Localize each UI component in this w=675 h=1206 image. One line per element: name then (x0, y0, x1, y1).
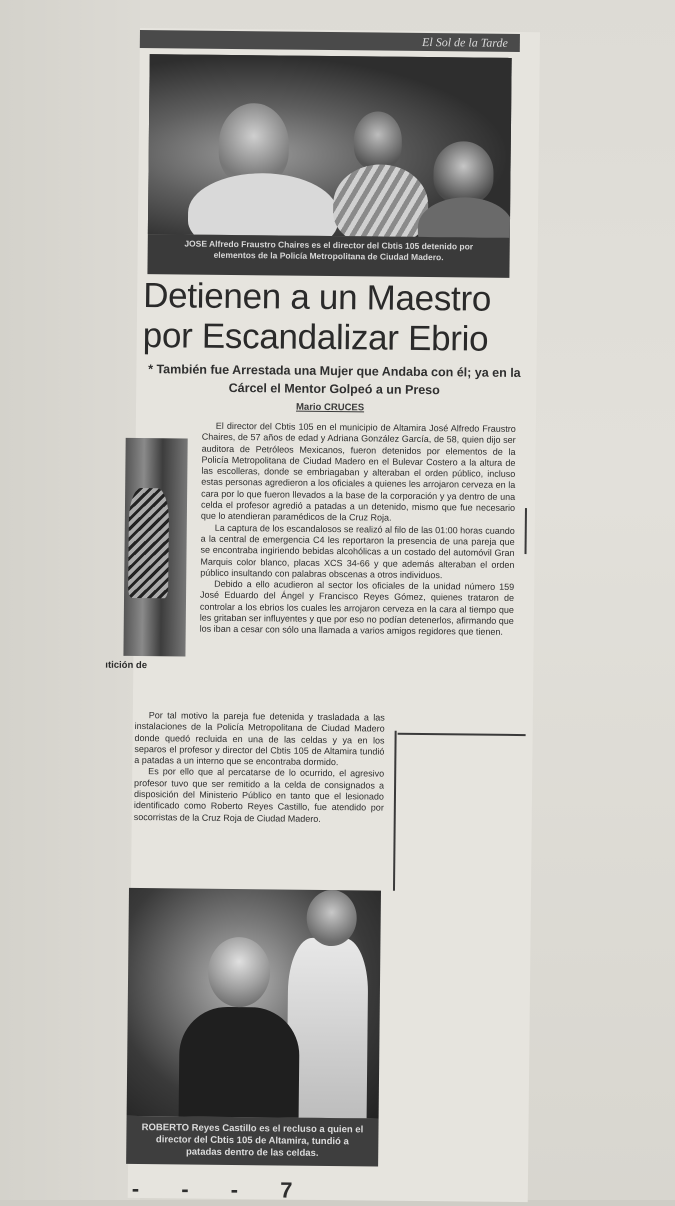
margin-shadow (0, 0, 140, 1200)
masthead: El Sol de la Tarde (140, 30, 520, 52)
paramedic-figure (287, 938, 369, 1119)
headline-line-1: Detienen a un Maestro (142, 276, 492, 319)
paragraph-5: Es por ello que al percatarse de lo ocurrido, el agresivo profesor tuvo que ser remitido a la celda de consignados a disposición del Ministerio Público en tanto que el lesionado identificado como Roberto Reyes Castillo, fue atendido por socorristas de la Cruz Roja de Ciudad Madero. (133, 766, 385, 824)
man-2-figure (354, 111, 403, 169)
article-body-wide (105, 420, 516, 672)
headline (143, 276, 524, 360)
column-rule-vertical (525, 508, 527, 554)
paragraph-1: El director del Cbtis 105 en el municipio de Altamira José Alfredo Fraustro Chaires, de 57 años de edad y Adriana González García, de 58, quien dijo ser auditora de Petróleos Mexicanos, fueron detenidos por elementos de la Policía Metropolitana de Ciudad Madero en el Bulevar Costero a la altura de las escolleras, donde se embriagaban y alteraban el orden público, incluso estas personas agredieron a los oficiales a quienes les arrojaron cerveza en la cara por lo que fueron llevados a la base de la corporación y ya dentro de una celda el profesor agredió a patadas a un detenido, mismo que fue necesario que lo atendieran paramédicos de la Cruz Roja. (200, 420, 516, 524)
man-1-body (188, 173, 339, 238)
bottom-cut-text: - - - 7 (131, 1175, 311, 1203)
paragraph-3: Debido a ello acudieron al sector los oficiales de la unidad número 159 José Eduardo del Ángel y Francisco Reyes Gómez, quienes trataron de controlar a los ebrios los cuales les arrojaron cerveza en la cara al tiempo que les gritaban ser influyentes y que por eso no podían detenerlos, afirmando que los iban a cesar con sólo una llamada a varios amigos regidores que tienen. (199, 578, 515, 638)
man-3-body (418, 197, 512, 238)
paragraph-2: La captura de los escandalosos se realizó al filo de las 01:00 horas cuando a la central de emergencia C4 les reportaron la presencia de una pareja que se encontraba ingiriendo bebidas alcohólicas a un costado del automóvil Gran Marquis color blanco, placas XCS 34-66 y que además alteraban el orden público insultando con palabras obscenas a otros individuos. (200, 522, 515, 581)
byline: Mario CRUCES (295, 401, 365, 414)
headline-line-2: por Escandalizar Ebrio (142, 316, 489, 359)
paragraph-4: Por tal motivo la pareja fue detenida y trasladada a las instalaciones de la Policía Metropolitana de Ciudad Madero donde quedó recluida en una de las celdas y ya en los separos el profesor y director del Cbtis 105 de Altamira tundió a patadas a un interno que se encontraba dormido. (134, 710, 385, 768)
inmate-head (208, 937, 271, 1008)
detainees-photo (148, 54, 512, 238)
injured-inmate-photo (127, 888, 381, 1119)
man-2-body (333, 164, 429, 238)
photo1-caption: JOSE Alfredo Fraustro Chaires es el director del Cbtis 105 detenido por elementos de la Policía Metropolitana de Ciudad Madero. (147, 234, 509, 278)
side-photo-caption: ıtición de (105, 659, 148, 672)
subheadline: * También fue Arrestada una Mujer que Andaba con él; ya en la Cárcel el Mentor Golpeó a un Preso (148, 362, 521, 398)
newspaper-clipping (105, 28, 540, 1203)
inmate-torso (178, 1006, 299, 1118)
article-body-narrow (134, 710, 385, 826)
column-rule-vertical-lower (393, 731, 396, 891)
striped-shirt-figure (128, 488, 169, 598)
paramedic-head (306, 890, 357, 947)
man-3-figure (433, 141, 494, 204)
photo2-caption: ROBERTO Reyes Castillo es el recluso a quien el director del Cbtis 105 de Altamira, tundió a patadas dentro de las celdas. (126, 1116, 378, 1167)
column-rule-horizontal (398, 733, 526, 736)
side-photo (123, 438, 187, 657)
side-photo-container (105, 438, 195, 672)
